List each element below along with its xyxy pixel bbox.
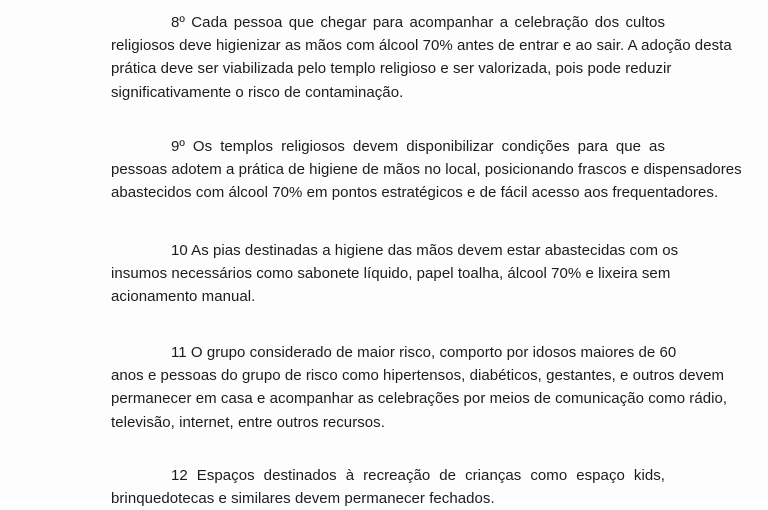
paragraph-line: 12 Espaços destinados à recreação de crianças como espaço kids,: [171, 467, 665, 484]
paragraph-line: 9º Os templos religiosos devem disponibilizar condições para que as: [171, 138, 665, 155]
paragraph-line: acionamento manual.: [111, 288, 256, 306]
paragraph-line: significativamente o risco de contaminação.: [111, 83, 404, 101]
paragraph-line: abastecidos com álcool 70% em pontos estratégicos e de fácil acesso aos frequentadores.: [111, 184, 719, 202]
paragraph-line: insumos necessários como sabonete líquido, papel toalha, álcool 70% e lixeira sem: [111, 265, 671, 283]
paragraph-line: 11 O grupo considerado de maior risco, comporto por idosos maiores de 60: [171, 344, 677, 361]
paragraph-8: [111, 11, 732, 104]
paragraph-9: [111, 135, 742, 205]
paragraph-10: [111, 239, 679, 309]
paragraph-12: [111, 464, 665, 510]
paragraph-line: prática deve ser viabilizada pelo templo religioso e ser valorizada, pois pode reduzir: [111, 60, 672, 78]
paragraph-line: 8º Cada pessoa que chegar para acompanhar a celebração dos cultos: [171, 14, 665, 31]
paragraph-line: pessoas adotem a prática de higiene de mãos no local, posicionando frascos e dispensadores: [111, 161, 742, 179]
paragraph-line: brinquedotecas e similares devem permanecer fechados.: [111, 490, 495, 508]
paragraph-line: anos e pessoas do grupo de risco como hipertensos, diabéticos, gestantes, e outros devem: [111, 367, 725, 385]
paragraph-line: permanecer em casa e acompanhar as celebrações por meios de comunicação como rádio,: [111, 390, 728, 408]
paragraph-line: 10 As pias destinadas a higiene das mãos devem estar abastecidas com os: [171, 242, 679, 259]
paragraph-line: televisão, internet, entre outros recursos.: [111, 413, 385, 431]
paragraph-11: [111, 341, 728, 434]
paragraph-line: religiosos deve higienizar as mãos com álcool 70% antes de entrar e ao sair. A adoção desta: [111, 37, 732, 55]
